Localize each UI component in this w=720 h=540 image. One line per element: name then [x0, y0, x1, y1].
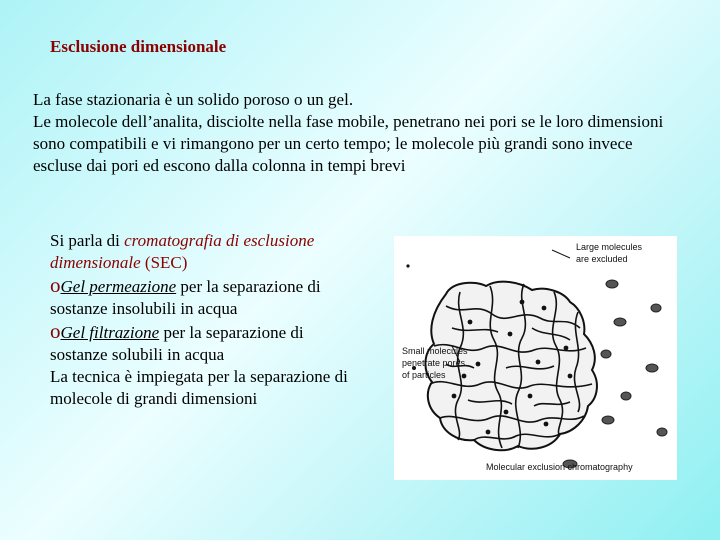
intro-line-1: La fase stazionaria è un solido poroso o un gel. — [33, 90, 354, 109]
technique-description — [50, 230, 350, 410]
closing-text: La tecnica è impiegata per la separazione di molecole di grandi dimensioni — [50, 367, 348, 408]
slide-title: Esclusione dimensionale — [50, 37, 227, 56]
term-gel-filtration: Gel filtrazione — [60, 323, 160, 342]
desc-gel-permeation: per la separazione di sostanze insolubili in acqua — [50, 277, 321, 318]
term-gel-permeation: Gel permeazione — [60, 277, 177, 296]
intro-text — [33, 89, 673, 177]
desc-gel-filtration: per la separazione di sostanze solubili in acqua — [50, 323, 304, 364]
technique-prefix: Si parla di — [50, 231, 125, 250]
label-large-line1: Large molecules — [576, 242, 643, 252]
technique-abbreviation: (SEC) — [144, 253, 188, 272]
label-small-line3: of particles — [402, 370, 446, 380]
label-small-line1: Small molecules — [402, 346, 468, 356]
technique-name: cromatografia di esclusione dimensionale — [50, 231, 315, 272]
bullet-item-gel-filtration — [50, 320, 350, 366]
bullet-icon: o — [50, 273, 61, 297]
exclusion-diagram — [394, 236, 677, 480]
bullet-item-gel-permeation — [50, 274, 350, 320]
figure-caption: Molecular exclusion chromatography — [486, 462, 633, 472]
label-small-line2: penetrate pores — [402, 358, 466, 368]
chromatography-figure — [394, 236, 677, 480]
label-large-line2: are excluded — [576, 254, 628, 264]
bullet-icon: o — [50, 319, 61, 343]
intro-line-2: Le molecole dell’analita, disciolte nella fase mobile, penetrano nei pori se le loro dimensioni sono compatibili e vi rimangono per un certo tempo; le molecole più grandi sono invece escluse dai pori ed escono dalla colonna in tempi brevi — [33, 112, 664, 175]
technique-intro — [50, 230, 350, 274]
